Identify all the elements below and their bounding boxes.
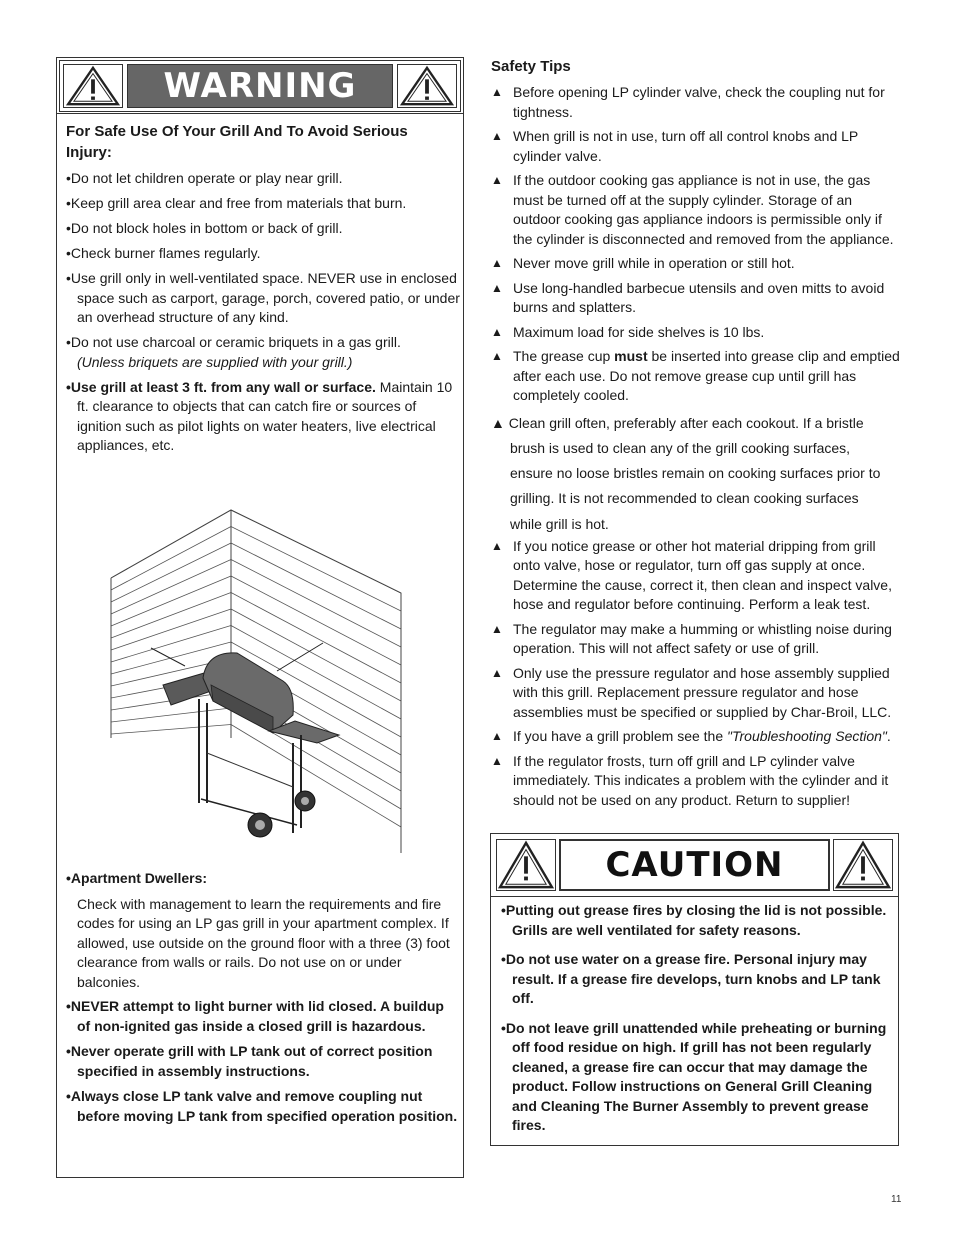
safety-tip-clean (491, 411, 901, 537)
triangle-bullet-icon: ▲ (491, 349, 503, 363)
clean-tip-first-line: ▲ Clean grill often, preferably after each cookout. If a bristle (491, 414, 864, 431)
caution-item: •Do not use water on a grease fire. Personal injury may result. If a grease fire develops, turn knobs and LP tank off. (501, 951, 881, 1006)
safety-tip-text: If the regulator frosts, turn off grill and LP cylinder valve immediately. This indicates a problem with the cylinder and it should not be used on any product. Return to supplier! (513, 752, 889, 808)
caution-title: CAUTION (605, 845, 784, 885)
trouble-post: . (886, 728, 891, 745)
warning-triangle-icon (496, 839, 556, 891)
grease-cup-post: be inserted into grease clip and emptied after each use. Do not remove grease cup until grill has completely cooled. (513, 348, 900, 403)
caution-panel (490, 833, 899, 1146)
warning-bold-item: •Always close LP tank valve and remove coupling nut before moving LP tank from specified operation position. (66, 1088, 458, 1124)
warning-divider (57, 113, 463, 114)
warning-banner (59, 60, 461, 112)
warning-item: •Check burner flames regularly. (66, 245, 261, 261)
triangle-bullet-icon: ▲ (491, 729, 503, 744)
caution-list (501, 901, 893, 1146)
wall-siding-line (231, 543, 401, 629)
wall-siding-line (111, 576, 231, 626)
triangle-bullet-icon: ▲ (491, 129, 503, 143)
safety-tip (491, 127, 901, 166)
triangle-bullet-icon: ▲ (491, 753, 503, 768)
wall-siding-line (231, 560, 401, 648)
grease-cup-bold: must (614, 348, 648, 364)
briquet-text: •Do not use charcoal or ceramic briquets in a gas grill. (66, 334, 401, 350)
caution-item: •Putting out grease fires by closing the lid is not possible. Grills are well ventilated for safety reasons. (501, 902, 887, 938)
warning-item: •Use grill only in well-ventilated space. NEVER use in enclosed space such as carport, garage, porch, covered patio, or under an overhead structure of any kind. (66, 270, 460, 325)
triangle-bullet-icon: ▲ (491, 538, 503, 553)
safety-tip-text: If the outdoor cooking gas appliance is not in use, the gas must be turned off at the supply cylinder. Storage of an outdoor cooking gas appliance indoors is permissible only if the cylinder is disconnected and removed from the appliance. (513, 172, 894, 247)
safety-tip-text: Before opening LP cylinder valve, check the coupling nut for tightness. (513, 84, 885, 120)
apartment-text: Check with management to learn the requirements and fire codes for using an LP gas grill in your apartment complex. If allowed, use outside on the ground floor with a three (3) foot clearance from walls or rails. Do not use on or under balconies. (77, 895, 450, 990)
triangle-bullet-icon: ▲ (491, 85, 503, 99)
briquet-note: (Unless briquets are supplied with your grill.) (77, 353, 353, 370)
triangle-bullet-icon: ▲ (491, 173, 503, 187)
warning-item: •Do not block holes in bottom or back of grill. (66, 220, 343, 236)
wall-siding-line (111, 543, 231, 602)
warning-item-clearance (66, 378, 460, 456)
apartment-heading: •Apartment Dwellers: (66, 870, 208, 886)
warning-triangle-icon (63, 64, 123, 108)
wall-siding-line (111, 708, 231, 722)
trouble-pre: If you have a grill problem see the (513, 728, 728, 745)
warning-triangle-icon (397, 64, 457, 108)
safety-tip (491, 254, 901, 274)
safety-tip (491, 171, 901, 249)
grease-cup-pre: The grease cup (513, 348, 615, 364)
warning-heading: For Safe Use Of Your Grill And To Avoid Serious Injury: (66, 123, 408, 161)
safety-tip-text: When grill is not in use, turn off all control knobs and LP cylinder valve. (513, 128, 859, 164)
warning-title: WARNING (163, 66, 357, 106)
safety-tip-text: The regulator may make a humming or whistling noise during operation. This will not affect safety or use of grill. (513, 620, 892, 657)
safety-tips-title: Safety Tips (491, 58, 571, 75)
warning-item: •Do not let children operate or play near grill. (66, 170, 343, 186)
wall-siding-line (111, 527, 231, 591)
caution-banner (493, 836, 896, 894)
wall-siding-line (111, 725, 231, 735)
triangle-bullet-icon: ▲ (491, 665, 503, 680)
safety-tip (491, 664, 901, 723)
safety-tip (491, 323, 901, 343)
warning-item-briquets (66, 333, 460, 372)
warning-list-2 (66, 869, 460, 1132)
safety-tip-text: Only use the pressure regulator and hose assembly supplied with this grill. Replacement pressure regulator and hose assemblies must be specified or supplied by Char-Broil, LLC. (513, 664, 892, 720)
clean-tip-line: ensure no loose bristles remain on cooking surfaces prior to (510, 465, 881, 482)
wall-siding-line (231, 576, 401, 665)
page-number: 11 (891, 1194, 902, 1205)
safety-tip-text: Never move grill while in operation or still hot. (513, 255, 795, 271)
warning-item: •Keep grill area clear and free from materials that burn. (66, 195, 407, 211)
clearance-rest: Maintain 10 ft. clearance to objects that can catch fire or sources of ignition such as pilot lights on water heaters, live electrical appliances, etc. (77, 378, 453, 453)
grill-clearance-illustration (107, 503, 407, 853)
safety-tip-troubleshooting (491, 727, 901, 747)
safety-tips-list (491, 83, 901, 815)
wall-siding-line (231, 527, 401, 612)
caution-item: •Do not leave grill unattended while preheating or burning off food residue on high. If grill has not been regularly cleaned, a grease fire can occur that may damage the product. Follow instructions on General Grill Cleaning and Cleaning The Burner Assembly to prevent grease fires. (501, 1019, 887, 1133)
safety-tip-text: If you notice grease or other hot material dripping from grill onto valve, hose or regulator, turn off gas supply at once. Determine the cause, correct it, then clean and inspect valve, hose and regulator before continuing. Perform a leak test. (513, 537, 892, 613)
caution-divider (491, 896, 898, 897)
clearance-bold: •Use grill at least 3 ft. from any wall or surface. (66, 378, 376, 395)
clean-tip-line: grilling. It is not recommended to clean cooking surfaces (510, 490, 859, 507)
trouble-section-ref: "Troubleshooting Section" (727, 728, 887, 745)
safety-tip (491, 83, 901, 122)
warning-triangle-icon (833, 839, 893, 891)
warning-title-box (127, 64, 393, 108)
safety-tip-text: Maximum load for side shelves is 10 lbs. (513, 323, 765, 340)
warning-bold-item: •NEVER attempt to light burner with lid closed. A buildup of non-ignited gas inside a closed grill is hazardous. (66, 998, 444, 1034)
safety-tip (491, 279, 901, 318)
triangle-bullet-icon: ▲ (491, 256, 503, 270)
clean-tip-line: brush is used to clean any of the grill cooking surfaces, (510, 439, 851, 456)
triangle-bullet-icon: ▲ (491, 621, 503, 636)
caution-title-box (559, 839, 830, 891)
safety-tip-text: Use long-handled barbecue utensils and oven mitts to avoid burns and splatters. (513, 279, 885, 315)
warning-panel (56, 57, 464, 1178)
clean-tip-line: while grill is hot. (510, 515, 609, 532)
safety-tip (491, 537, 901, 615)
safety-tip (491, 620, 901, 659)
triangle-bullet-icon: ▲ (491, 280, 503, 295)
triangle-bullet-icon: ▲ (491, 324, 503, 339)
safety-tip-grease-cup (491, 347, 901, 406)
warning-bold-item: •Never operate grill with LP tank out of correct position specified in assembly instructions. (66, 1043, 433, 1079)
warning-list (66, 169, 460, 461)
safety-tip (491, 752, 901, 811)
